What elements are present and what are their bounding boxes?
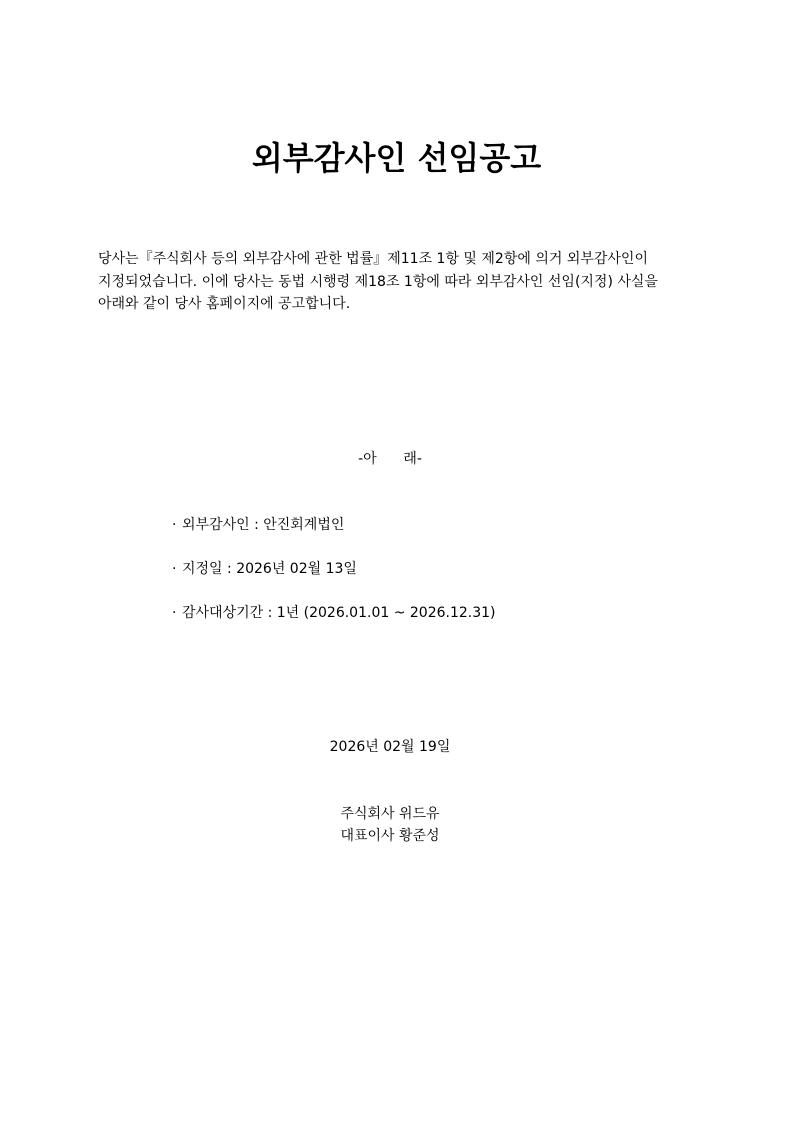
detail-item-designation-date (172, 559, 692, 603)
detail-item-text: 외부감사인 : 안진회계법인 (182, 517, 345, 533)
detail-list (172, 515, 692, 647)
intro-paragraph (98, 248, 698, 316)
representative-name: 대표이사 황준성 (340, 828, 440, 844)
below-heading: -아 래- (358, 451, 422, 467)
detail-item-text: 지정일 : 2026년 02월 13일 (182, 561, 357, 577)
page-title: 외부감사인 선임공고 (251, 139, 542, 177)
detail-item-audit-period (172, 603, 692, 647)
bullet-icon: · (172, 561, 177, 577)
bullet-icon: · (172, 605, 177, 621)
intro-line: 지정되었습니다. 이에 당사는 동법 시행령 제18조 1항에 따라 외부감사인 선임(지정) 사실을 (98, 273, 658, 290)
intro-line: 아래와 같이 당사 홈페이지에 공고합니다. (98, 296, 351, 312)
bullet-icon: · (172, 517, 177, 533)
detail-item-text: 감사대상기간 : 1년 (2026.01.01 ~ 2026.12.31) (182, 605, 496, 621)
detail-item-auditor (172, 515, 692, 559)
intro-line: 당사는『주식회사 등의 외부감사에 관한 법률』제11조 1항 및 제2항에 의거 외부감사인이 (98, 251, 648, 267)
company-name: 주식회사 위드유 (340, 806, 440, 822)
announcement-date: 2026년 02월 19일 (329, 739, 451, 755)
signature-block (0, 803, 780, 847)
